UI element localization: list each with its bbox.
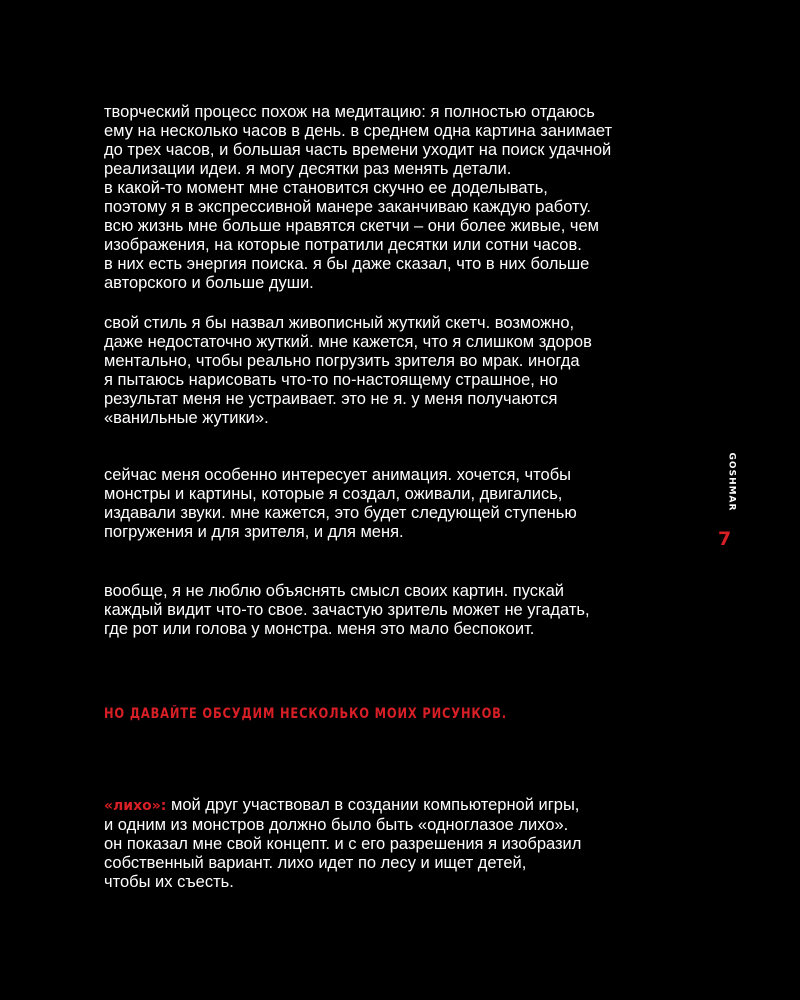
page-number: 7 — [718, 528, 732, 550]
artwork-title: «лихо»: — [104, 798, 167, 814]
paragraph-creative-process: творческий процесс похож на медитацию: я полностью отдаюсь ему на несколько часов в день. в среднем одна картина занимает до трех часов, и большая часть времени уходит на поиск удачной реализации идеи. я могу десятки раз менять детали. в какой-то момент мне становится скучно ее доделывать, поэтому я в экспрессивной манере заканчиваю каждую работу. всю жизнь мне больше нравятся скетчи – они более живые, чем изображения, на которые потратили десятки или сотни часов. в них есть энергия поиска. я бы даже сказал, что в них больше авторского и больше души. — [104, 103, 613, 292]
section-heading: НО ДАВАЙТЕ ОБСУДИМ НЕСКОЛЬКО МОИХ РИСУНКОВ. — [104, 706, 507, 722]
brand-text: GOSHMAR — [726, 452, 736, 512]
paragraph-animation: сейчас меня особенно интересует анимация. хочется, чтобы монстры и картины, которые я создал, оживали, двигались, издавали звуки. мне кажется, это будет следующей ступенью погружения и для зрителя, и для меня. — [104, 466, 577, 541]
artwork-description — [104, 796, 581, 892]
artwork-text: мой друг участвовал в создании компьютерной игры, и одним из монстров должно было быть «одноглазое лихо». он показал мне свой концепт. и с его разрешения я изобразил собственный вариант. лихо идет по лесу и ищет детей, чтобы их съесть. — [104, 796, 582, 891]
brand-vertical-label — [724, 452, 738, 512]
paragraph-style: свой стиль я бы назвал живописный жуткий скетч. возможно, даже недостаточно жуткий. мне кажется, что я слишком здоров ментально, чтобы реально погрузить зрителя во мрак. иногда я пытаюсь нарисовать что-то по-настоящему страшное, но результат меня не устраивает. это не я. у меня получаются «ванильные жутики». — [104, 314, 592, 427]
paragraph-meaning: вообще, я не люблю объяснять смысл своих картин. пускай каждый видит что-то свое. зачастую зритель может не угадать, где рот или голова у монстра. меня это мало беспокоит. — [104, 582, 590, 638]
